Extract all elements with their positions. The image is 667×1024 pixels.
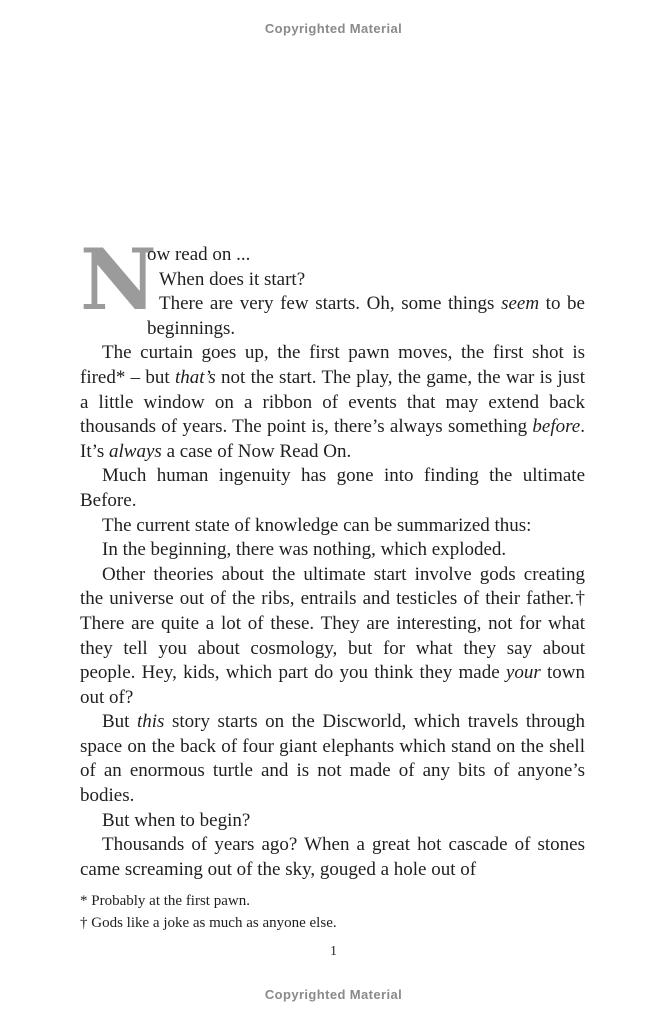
dropcap-letter: N — [80, 230, 157, 329]
paragraph — [80, 243, 585, 268]
paragraph — [80, 464, 585, 513]
text-segment: In the beginning, there was nothing, which exploded. — [102, 539, 507, 561]
footnote-line: † Gods like a joke as much as anyone else. — [80, 914, 337, 931]
paragraph — [80, 833, 585, 882]
text-segment: But when to begin? — [102, 809, 251, 831]
text-segment: There are very few starts. Oh, some things — [159, 293, 502, 315]
footnote-line: * Probably at the first pawn. — [80, 893, 250, 909]
text-segment: Other theories about the ultimate start involve gods creating the universe out of the ribs, entrails and testicles of their father.† There are quite a lot of these. They are interesting, not for what they tell you about cosmology, but for what they say about people. Hey, kids, which part do you think they made — [80, 563, 585, 684]
paragraph — [80, 341, 585, 464]
text-segment: The curtain goes up, the first pawn moves, the first shot is fired* – but — [80, 342, 585, 388]
italic-text: always — [109, 440, 162, 462]
text-segment: When does it start? — [159, 268, 306, 290]
italic-text: before — [532, 416, 581, 438]
paragraph — [80, 809, 585, 834]
copyright-notice-top: Copyrighted Material — [264, 21, 403, 36]
italic-text: your — [505, 662, 541, 684]
footnotes — [80, 891, 585, 934]
italic-text: this — [136, 711, 165, 733]
body-text — [80, 230, 586, 882]
text-segment: story starts on the Discworld, which travels through space on the back of four giant elephants which stand on the shell of an enormous turtle and is not made of any bits of anyone’s bodies. — [80, 711, 586, 807]
paragraph — [80, 710, 585, 808]
italic-text: seem — [501, 293, 540, 315]
text-segment: town out of? — [80, 662, 586, 708]
copyright-notice-bottom: Copyrighted Material — [264, 987, 403, 1002]
paragraph — [80, 538, 585, 563]
paragraph — [80, 563, 585, 711]
text-segment: . It’s — [80, 416, 585, 462]
italic-text: that’s — [174, 366, 216, 388]
page-number: 1 — [330, 944, 337, 959]
paragraph — [80, 514, 585, 539]
text-segment: Much human ingenuity has gone into finding the ultimate Before. — [80, 465, 585, 511]
text-segment: ow read on ... — [147, 244, 251, 265]
text-segment: not the start. The play, the game, the war is just a little window on a ribbon of events that may extend back thousands of years. The point is, there’s always something — [80, 366, 585, 438]
text-segment: But — [102, 711, 137, 733]
text-segment: The current state of knowledge can be summarized thus: — [102, 514, 532, 536]
text-segment: a case of Now Read On. — [161, 440, 352, 462]
text-segment: to be beginnings. — [147, 293, 585, 339]
text-segment: Thousands of years ago? When a great hot cascade of stones came screaming out of the sky, gouged a hole out of — [80, 834, 585, 880]
